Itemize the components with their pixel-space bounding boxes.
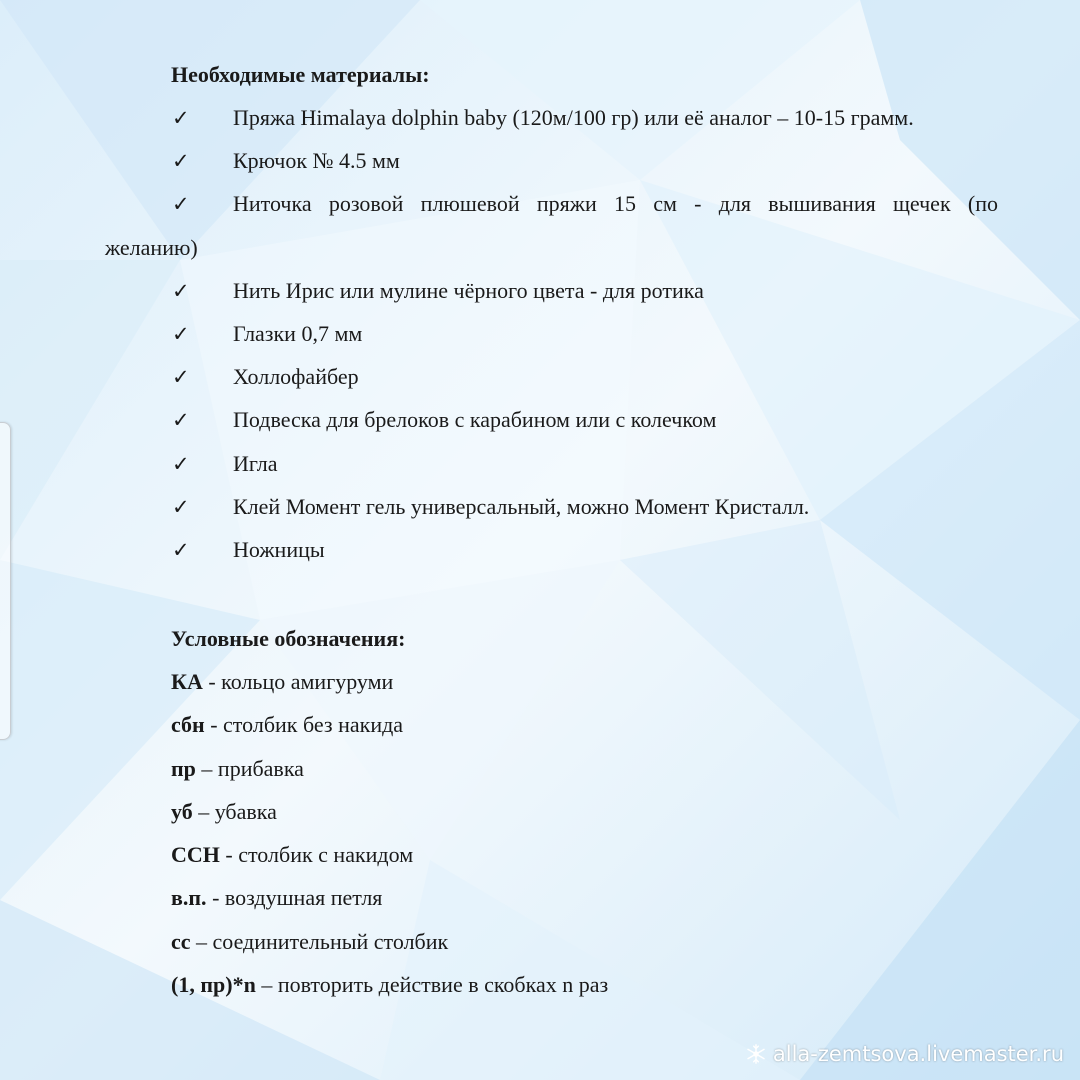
legend-row — [171, 840, 413, 870]
legend-row — [171, 797, 277, 827]
checkmark-icon: ✓ — [172, 279, 190, 303]
checkmark-icon: ✓ — [172, 322, 190, 346]
materials-item-text: Глазки 0,7 мм — [233, 321, 363, 346]
materials-item-text: Клей Момент гель универсальный, можно Момент Кристалл. — [233, 494, 810, 519]
materials-item-text: Пряжа Himalaya dolphin baby (120м/100 гр) или её аналог – 10-15 грамм. — [233, 105, 914, 130]
legend-desc: - кольцо амигуруми — [202, 669, 394, 694]
legend-row — [171, 710, 403, 740]
legend-abbr: сбн — [171, 712, 205, 737]
legend-abbr: (1, пр)*n — [171, 972, 256, 997]
materials-item-text: Ниточка розовой плюшевой пряжи 15 см - для вышивания щечек (по — [233, 191, 998, 216]
legend-desc: - воздушная петля — [206, 885, 383, 910]
legend-abbr: пр — [171, 756, 196, 781]
materials-item-text: Холлофайбер — [233, 364, 359, 389]
legend-abbr: ССН — [171, 842, 220, 867]
legend-abbr: уб — [171, 799, 193, 824]
legend-desc: - столбик с накидом — [219, 842, 414, 867]
materials-item-text: Подвеска для брелоков с карабином или с колечком — [233, 407, 717, 432]
materials-item-text: Ножницы — [233, 537, 325, 562]
checkmark-icon: ✓ — [172, 106, 190, 130]
legend-desc: – убавка — [192, 799, 277, 824]
checkmark-icon: ✓ — [172, 538, 190, 562]
snowflake-icon — [745, 1043, 767, 1065]
legend-desc: – соединительный столбик — [190, 929, 449, 954]
materials-item-text: Игла — [233, 451, 278, 476]
checkmark-icon: ✓ — [172, 192, 190, 216]
checkmark-icon: ✓ — [172, 365, 190, 389]
checkmark-icon: ✓ — [172, 408, 190, 432]
materials-heading: Необходимые материалы: — [171, 62, 430, 87]
legend-row — [171, 883, 382, 913]
checkmark-icon: ✓ — [172, 452, 190, 476]
legend-abbr: сс — [171, 929, 191, 954]
watermark-text: alla-zemtsova.livemaster.ru — [772, 1042, 1064, 1066]
legend-abbr: КА — [171, 669, 203, 694]
legend-heading: Условные обозначения: — [171, 626, 406, 651]
legend-desc: – прибавка — [195, 756, 304, 781]
legend-desc: - столбик без накида — [204, 712, 404, 737]
legend-row — [171, 667, 393, 697]
legend-desc: – повторить действие в скобках n раз — [255, 972, 609, 997]
legend-row — [171, 754, 304, 784]
watermark — [745, 1042, 1064, 1066]
legend-row — [171, 970, 608, 1000]
side-scroll-tab[interactable] — [0, 422, 11, 740]
checkmark-icon: ✓ — [172, 149, 190, 173]
checkmark-icon: ✓ — [172, 495, 190, 519]
materials-item-text: Крючок № 4.5 мм — [233, 148, 400, 173]
legend-row — [171, 927, 448, 957]
materials-item-text: Нить Ирис или мулине чёрного цвета - для ротика — [233, 278, 704, 303]
legend-abbr: в.п. — [171, 885, 207, 910]
materials-item-continuation: желанию) — [105, 235, 198, 260]
